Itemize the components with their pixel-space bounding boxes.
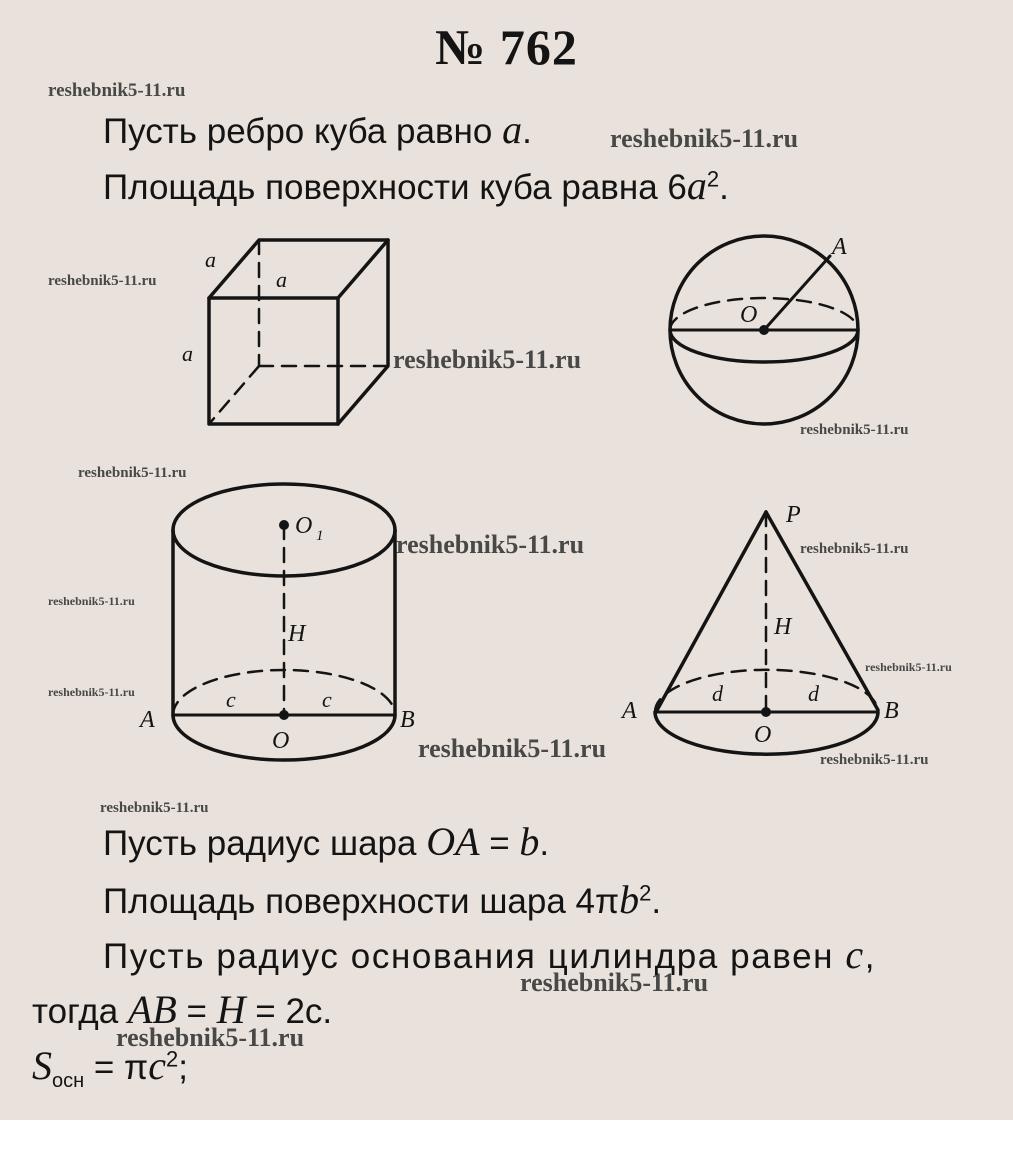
cone-apex-label: P — [786, 502, 801, 528]
cube-edge-label: a — [276, 267, 287, 292]
cylinder-radius-statement: Пусть радиус основания цилиндра равен c, — [103, 932, 877, 977]
sphere-point-a-label: A — [832, 234, 847, 260]
sphere-center-label: O — [740, 302, 758, 328]
cone-point-a-label: A — [622, 698, 637, 724]
watermark: reshebnik5-11.ru — [418, 734, 607, 763]
cylinder-top-center-label: O — [295, 513, 313, 539]
sphere-surface-statement: Площадь поверхности шара $4\pi b^2$. — [103, 877, 662, 922]
cone-radius-label: d — [808, 681, 819, 706]
cone-height-label: H — [774, 614, 792, 640]
cylinder-height-label: H — [288, 621, 306, 647]
watermark: reshebnik5-11.ru — [48, 685, 135, 699]
watermark: reshebnik5-11.ru — [48, 80, 186, 101]
watermark: reshebnik5-11.ru — [800, 541, 909, 557]
watermark: reshebnik5-11.ru — [100, 800, 209, 816]
problem-number: № 762 — [435, 19, 578, 75]
cone-center-label: O — [754, 722, 772, 748]
cone-point-b-label: B — [884, 698, 899, 724]
cube-surface-statement: Площадь поверхности куба равна $6a^2$. — [103, 163, 729, 208]
watermark: reshebnik5-11.ru — [393, 345, 582, 374]
cylinder-point-b-label: B — [400, 707, 415, 733]
watermark: reshebnik5-11.ru — [48, 594, 135, 608]
sphere-center-point — [759, 325, 769, 335]
cylinder-top-center-subscript: 1 — [316, 528, 324, 544]
cylinder-height-statement: тогда AB = H = 2c. — [32, 987, 333, 1032]
watermark: reshebnik5-11.ru — [610, 124, 799, 153]
watermark: reshebnik5-11.ru — [396, 530, 585, 559]
cylinder-point-a-label: A — [140, 707, 155, 733]
watermark: reshebnik5-11.ru — [48, 273, 157, 289]
cylinder-center-label: O — [272, 728, 290, 754]
cylinder-bottom-center-point — [279, 710, 289, 720]
cube-edge-label: a — [205, 247, 216, 272]
cylinder-radius-label: c — [322, 687, 332, 712]
watermark: reshebnik5-11.ru — [800, 422, 909, 438]
cube-edge-label: a — [182, 341, 193, 366]
watermark: reshebnik5-11.ru — [116, 1023, 305, 1052]
cylinder-radius-label: c — [226, 687, 236, 712]
base-area-formula: $S_{осн} = \pi c^2$; — [32, 1043, 188, 1092]
sphere-radius-statement: Пусть радиус шара OA = b. — [103, 819, 550, 864]
watermark: reshebnik5-11.ru — [78, 465, 187, 481]
cone-base-center-point — [761, 707, 771, 717]
cylinder-top-center-point — [279, 520, 289, 530]
watermark: reshebnik5-11.ru — [865, 660, 952, 674]
cone-radius-label: d — [712, 681, 723, 706]
cube-figure — [209, 240, 388, 424]
cube-edge-statement: Пусть ребро куба равно a. — [103, 107, 532, 152]
cone-figure — [655, 512, 878, 754]
watermark: reshebnik5-11.ru — [820, 752, 929, 768]
watermark: reshebnik5-11.ru — [520, 968, 709, 997]
